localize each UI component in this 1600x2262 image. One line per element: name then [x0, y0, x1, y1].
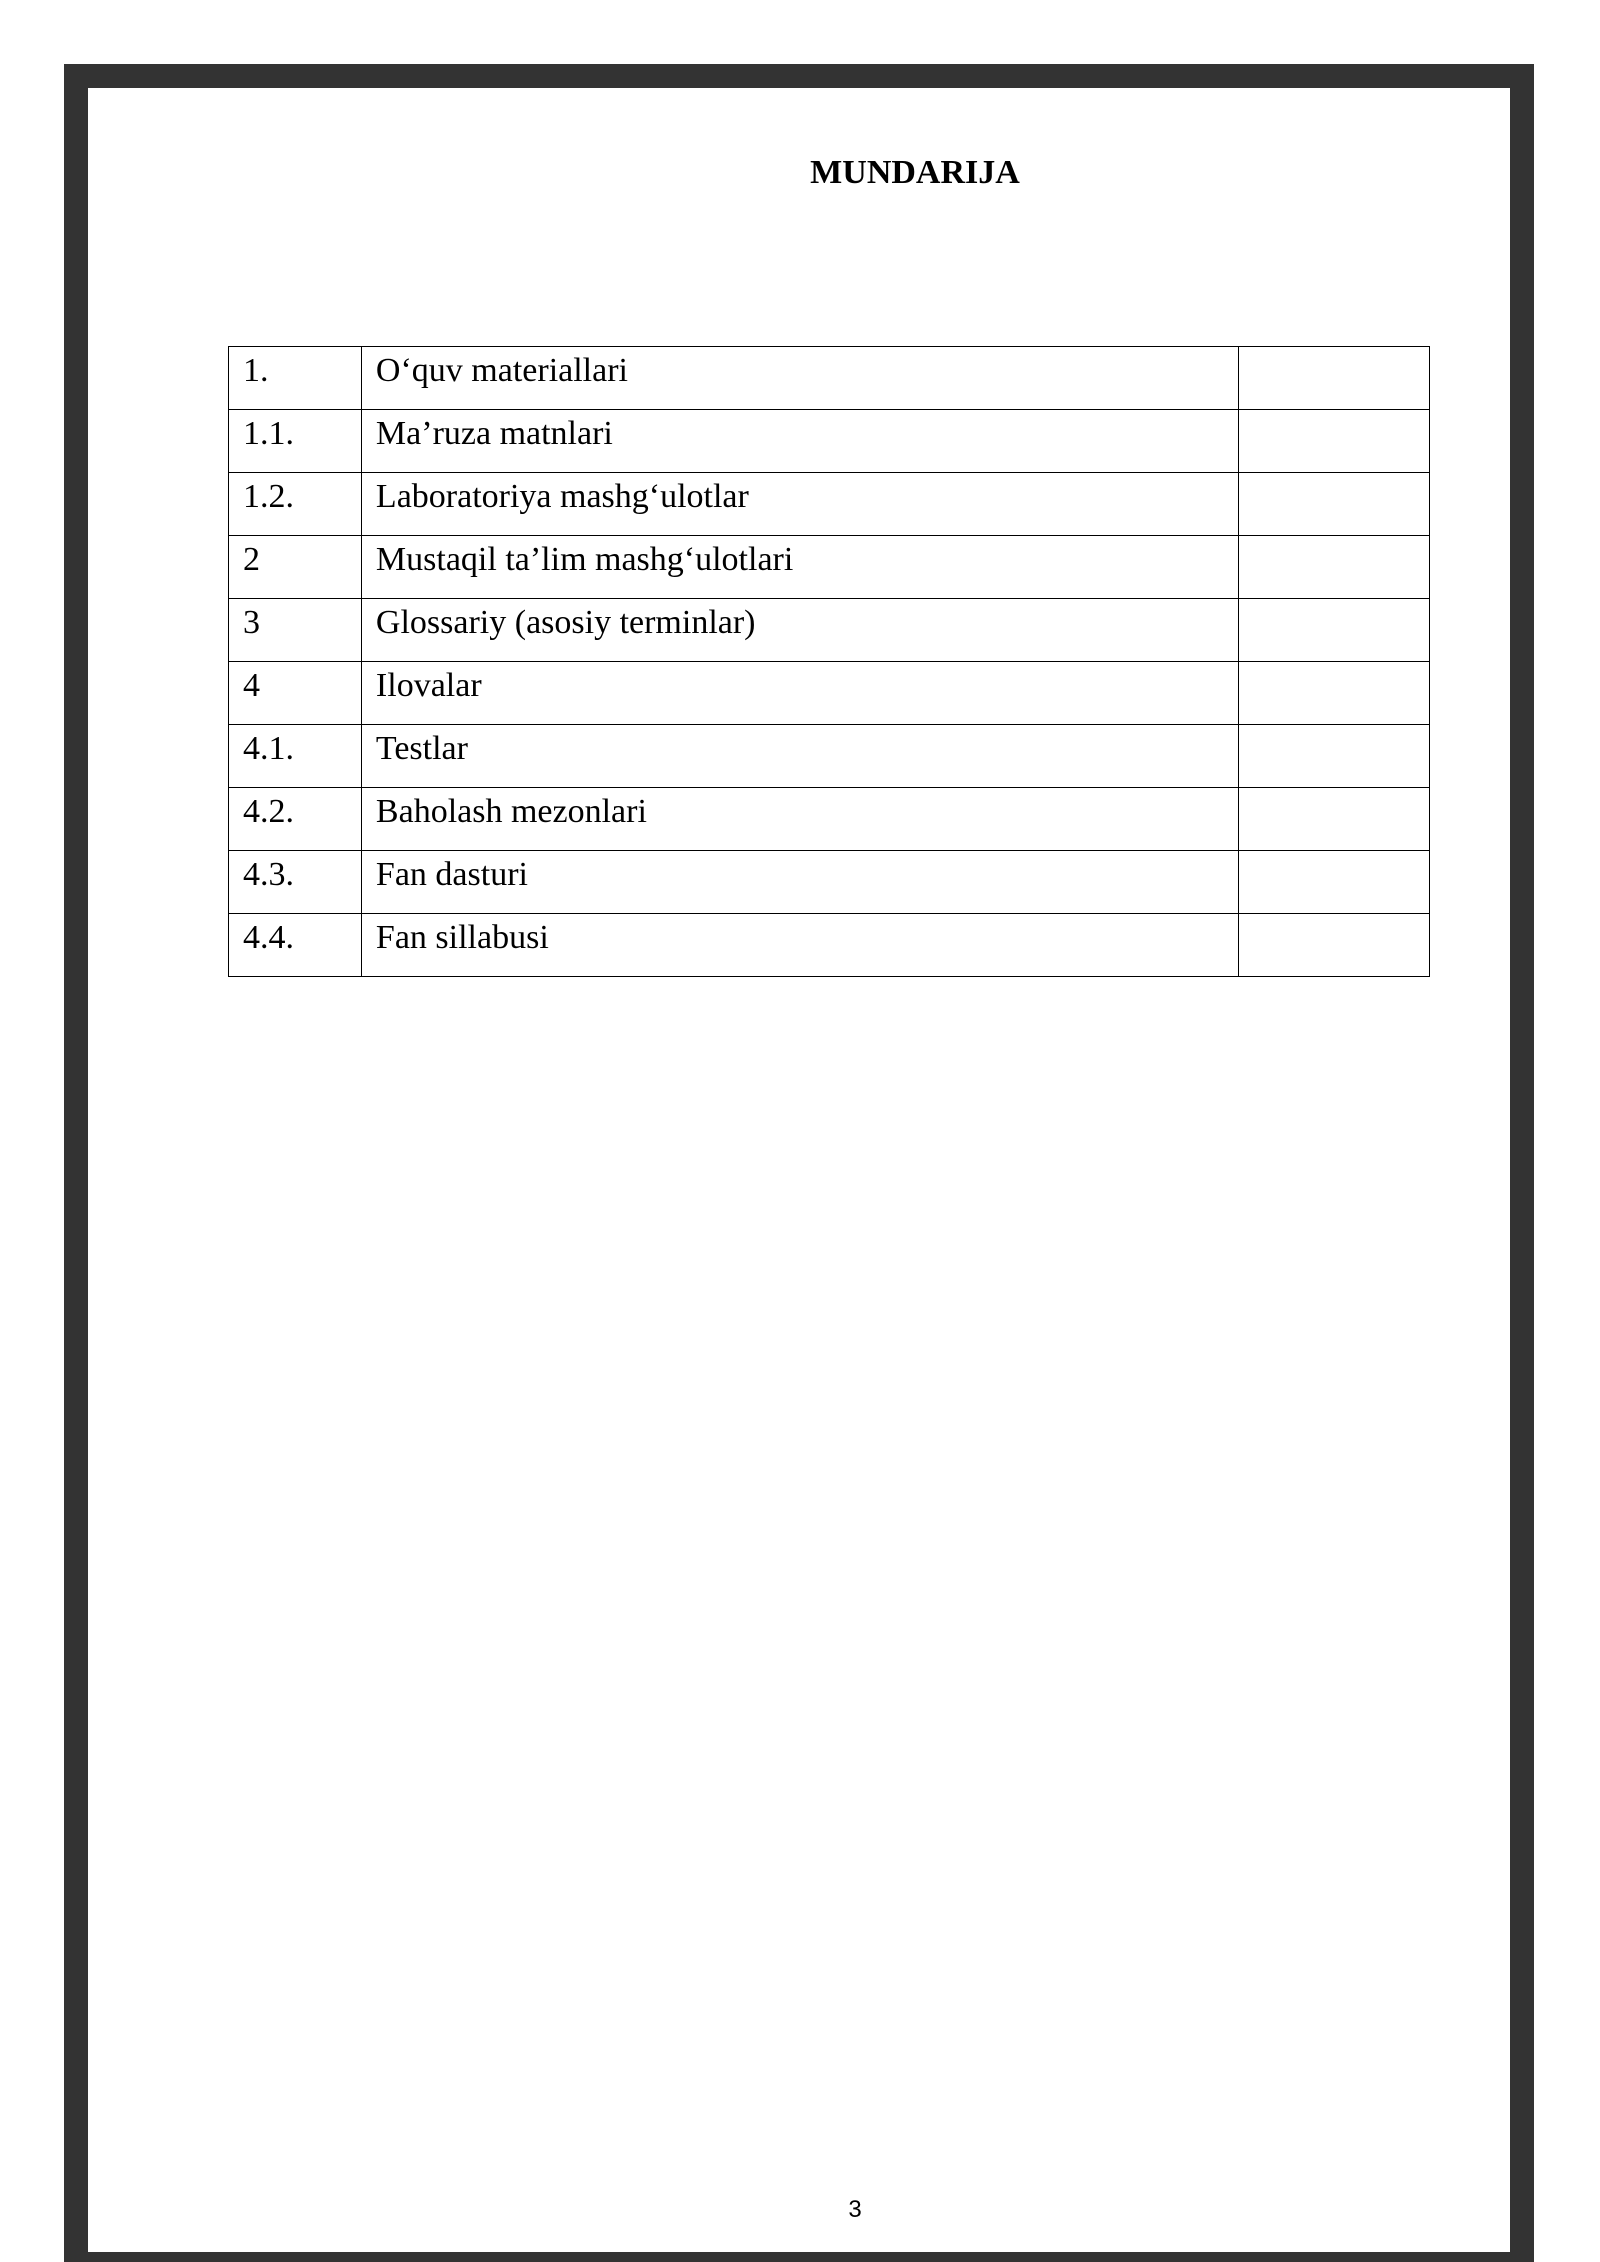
- toc-number: 1.: [229, 347, 362, 410]
- toc-title: Baholash mezonlari: [361, 788, 1238, 851]
- table-row: [229, 662, 1430, 725]
- toc-title: Ma’ruza matnlari: [361, 410, 1238, 473]
- toc-title: Fan sillabusi: [361, 914, 1238, 977]
- toc-page: [1239, 851, 1430, 914]
- table-row: [229, 725, 1430, 788]
- toc-number: 1.2.: [229, 473, 362, 536]
- table-row: [229, 851, 1430, 914]
- toc-title: Mustaqil ta’lim mashg‘ulotlari: [361, 536, 1238, 599]
- table-row: [229, 410, 1430, 473]
- toc-title: Laboratoriya mashg‘ulotlar: [361, 473, 1238, 536]
- toc-page: [1239, 410, 1430, 473]
- toc-page: [1239, 347, 1430, 410]
- toc-number: 1.1.: [229, 410, 362, 473]
- toc-page: [1239, 662, 1430, 725]
- toc-page: [1239, 536, 1430, 599]
- toc-number: 4.2.: [229, 788, 362, 851]
- toc-number: 2: [229, 536, 362, 599]
- toc-number: 4.4.: [229, 914, 362, 977]
- table-row: [229, 473, 1430, 536]
- toc-title: Fan dasturi: [361, 851, 1238, 914]
- toc-page: [1239, 473, 1430, 536]
- toc-page: [1239, 788, 1430, 851]
- toc-title: Testlar: [361, 725, 1238, 788]
- toc-number: 4.1.: [229, 725, 362, 788]
- page-title: MUNDARIJA: [810, 154, 1020, 191]
- toc-title: Ilovalar: [361, 662, 1238, 725]
- toc-page: [1239, 599, 1430, 662]
- toc-title: Glossariy (asosiy terminlar): [361, 599, 1238, 662]
- page-number: 3: [848, 2196, 862, 2223]
- toc-page: [1239, 725, 1430, 788]
- table-row: [229, 347, 1430, 410]
- table-of-contents: [228, 346, 1430, 977]
- table-row: [229, 914, 1430, 977]
- toc-title: O‘quv materiallari: [361, 347, 1238, 410]
- toc-number: 4.3.: [229, 851, 362, 914]
- table-row: [229, 599, 1430, 662]
- toc-page: [1239, 914, 1430, 977]
- toc-number: 3: [229, 599, 362, 662]
- table-row: [229, 536, 1430, 599]
- toc-number: 4: [229, 662, 362, 725]
- table-row: [229, 788, 1430, 851]
